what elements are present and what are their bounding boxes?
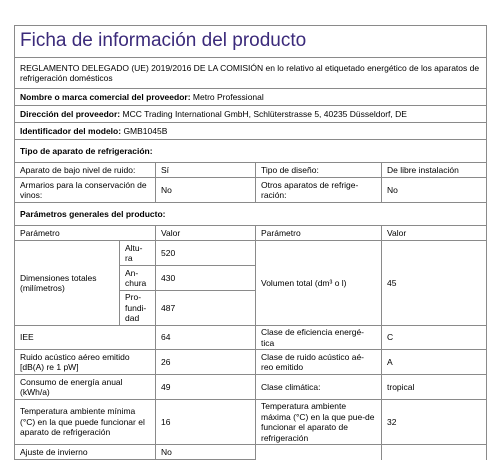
min-temperature-label: Temperatura ambiente mínima (°C) en la que puede funcionar el aparato de refrigeración <box>15 400 156 445</box>
empty-cell <box>382 445 487 460</box>
noise-label: Ruido acústico aéreo emitido [dB(A) re 1 pW] <box>15 350 156 375</box>
energy-consumption-value: 49 <box>156 375 256 400</box>
height-value: 520 <box>156 241 256 266</box>
height-label: Altu-ra <box>120 241 156 266</box>
other-appliance-label: Otros aparatos de refrige-ración: <box>256 178 382 203</box>
low-noise-value: Sí <box>156 163 256 178</box>
max-temperature-label: Temperatura ambiente máxima (°C) en la que pue-de funcionar el aparato de refrigeración <box>256 400 382 445</box>
product-sheet-table <box>14 25 487 460</box>
column-header-parameter-2: Parámetro <box>256 226 382 241</box>
supplier-name-row <box>15 89 487 106</box>
column-header-value-2: Valor <box>382 226 487 241</box>
width-label: An-chura <box>120 266 156 291</box>
supplier-address-row <box>15 106 487 123</box>
climate-class-label: Clase climática: <box>256 375 382 400</box>
general-parameters-header: Parámetros generales del producto: <box>15 203 487 226</box>
max-temperature-value: 32 <box>382 400 487 445</box>
efficiency-class-label: Clase de eficiencia energé-tica <box>256 326 382 350</box>
winter-setting-value: No <box>156 445 256 460</box>
winter-setting-label: Ajuste de invierno <box>15 445 156 460</box>
design-type-label: Tipo de diseño: <box>256 163 382 178</box>
regulation-text: REGLAMENTO DELEGADO (UE) 2019/2016 DE LA COMISIÓN en lo relativo al etiquetado energético de los aparatos de refrigeración domésticos <box>15 58 487 89</box>
eei-label: IEE <box>15 326 156 350</box>
page-title: Ficha de información del producto <box>15 26 487 58</box>
supplier-name-label: Nombre o marca comercial del proveedor: <box>20 91 191 102</box>
width-value: 430 <box>156 266 256 291</box>
column-header-value: Valor <box>156 226 256 241</box>
supplier-name-value: Metro Professional <box>192 91 264 102</box>
energy-consumption-label: Consumo de energía anual (kWh/a) <box>15 375 156 400</box>
wine-storage-value: No <box>156 178 256 203</box>
appliance-type-header: Tipo de aparato de refrigeración: <box>15 140 487 163</box>
min-temperature-value: 16 <box>156 400 256 445</box>
climate-class-value: tropical <box>382 375 487 400</box>
model-identifier-value: GMB1045B <box>123 125 168 136</box>
model-identifier-row <box>15 123 487 140</box>
efficiency-class-value: C <box>382 326 487 350</box>
supplier-address-value: MCC Trading International GmbH, Schlüterstrasse 5, 40235 Düsseldorf, DE <box>122 108 407 119</box>
column-header-parameter: Parámetro <box>15 226 156 241</box>
total-volume-label: Volumen total (dm³ o l) <box>256 241 382 326</box>
dimensions-label: Dimensiones totales (milímetros) <box>15 241 120 326</box>
supplier-address-label: Dirección del proveedor: <box>20 108 121 119</box>
eei-value: 64 <box>156 326 256 350</box>
total-volume-value: 45 <box>382 241 487 326</box>
wine-storage-label: Armarios para la conservación de vinos: <box>15 178 156 203</box>
empty-cell <box>256 445 382 460</box>
product-information-sheet <box>14 25 486 460</box>
noise-class-value: A <box>382 350 487 375</box>
noise-class-label: Clase de ruido acústico aé-reo emitido <box>256 350 382 375</box>
noise-value: 26 <box>156 350 256 375</box>
low-noise-label: Aparato de bajo nivel de ruido: <box>15 163 156 178</box>
other-appliance-value: No <box>382 178 487 203</box>
depth-value: 487 <box>156 291 256 326</box>
depth-label: Pro-fundi-dad <box>120 291 156 326</box>
model-identifier-label: Identificador del modelo: <box>20 125 122 136</box>
design-type-value: De libre instalación <box>382 163 487 178</box>
